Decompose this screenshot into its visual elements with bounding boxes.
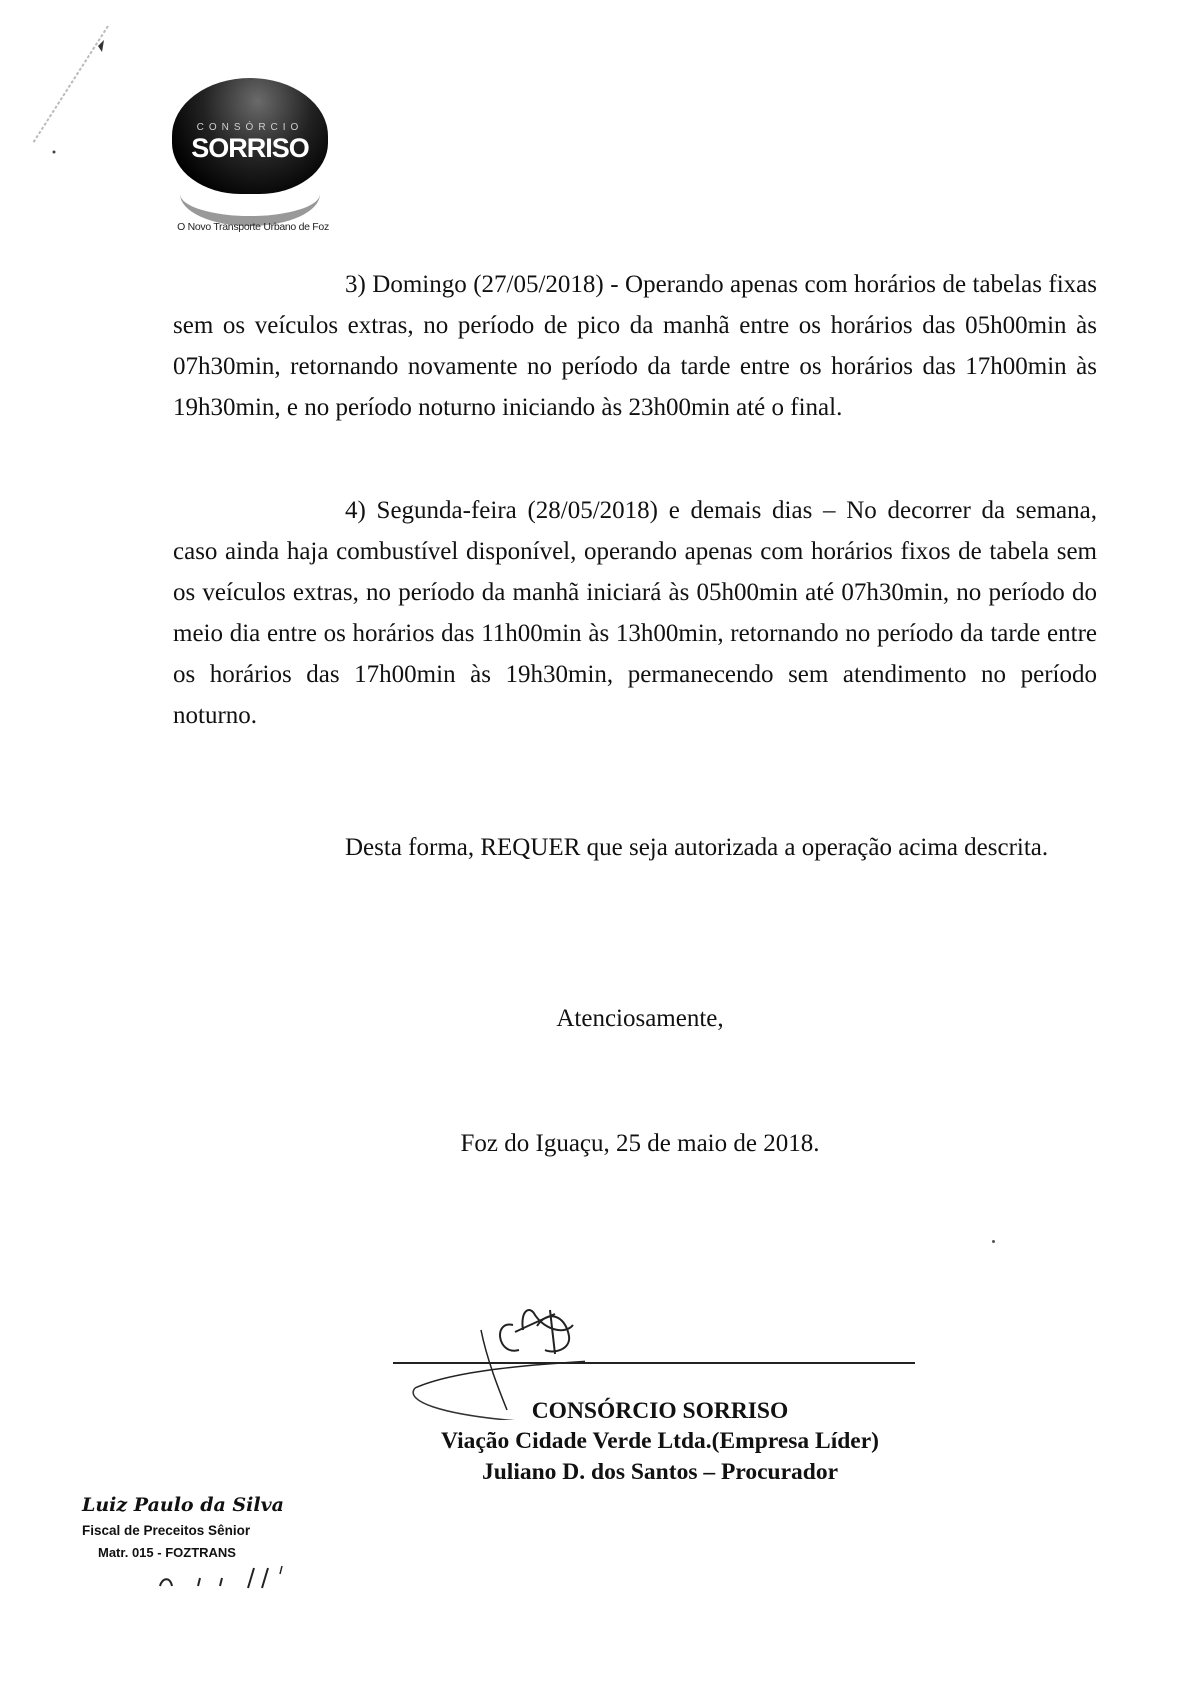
paragraph-item-4 (173, 490, 1097, 736)
scan-dust-dot (992, 1240, 995, 1243)
stamp-name: Luiz Paulo da Silva (82, 1494, 284, 1516)
paragraph-item-3-text: 3) Domingo (27/05/2018) - Operando apenas com horários de tabelas fixas sem os veículos extras, no período de pico da manhã entre os horários das 05h00min às 07h30min, retornando novamente no período da tarde entre os horários das 17h00min às 19h30min, e no período noturno iniciando às 23h00min até o final. (173, 271, 1097, 421)
place-and-date: Foz do Iguaçu, 25 de maio de 2018. (460, 1130, 820, 1157)
signatory-lead-company: Viação Cidade Verde Ltda.(Empresa Líder) (440, 1428, 879, 1454)
logo-top-text: CONSÓRCIO (196, 122, 304, 133)
paragraph-request (173, 827, 1097, 868)
paragraph-item-4-text: 4) Segunda-feira (28/05/2018) e demais dias – No decorrer da semana, caso ainda haja combustível disponível, operando apenas com horários fixos de tabela sem os veículos extras, no período da manhã iniciará às 05h00min até 07h30min, no período do meio dia entre os horários das 11h00min às 13h00min, retornando no período da tarde entre os horários das 17h00min às 19h30min, permanecendo sem atendimento no período noturno. (173, 497, 1097, 729)
stamp-partial-marks (120, 1560, 310, 1590)
logo-tagline: O Novo Transporte Urbano de Foz (177, 221, 329, 233)
stamp-role: Fiscal de Preceitos Sênior (82, 1523, 251, 1538)
signature-line (393, 1362, 915, 1364)
closing-salutation: Atenciosamente, (556, 1005, 724, 1032)
scan-artifact-stroke (28, 18, 138, 158)
logo-smile-arc (180, 184, 320, 226)
signatory-company: CONSÓRCIO SORRISO (531, 1398, 789, 1424)
company-logo (168, 78, 338, 236)
paragraph-item-3 (173, 264, 1097, 428)
signatory-name-title: Juliano D. dos Santos – Procurador (481, 1459, 839, 1485)
stamp-registration: Matr. 015 - FOZTRANS (98, 1545, 236, 1560)
paragraph-request-text: Desta forma, REQUER que seja autorizada a operação acima descrita. (345, 834, 1049, 861)
logo-name: SORRISO (191, 133, 309, 163)
